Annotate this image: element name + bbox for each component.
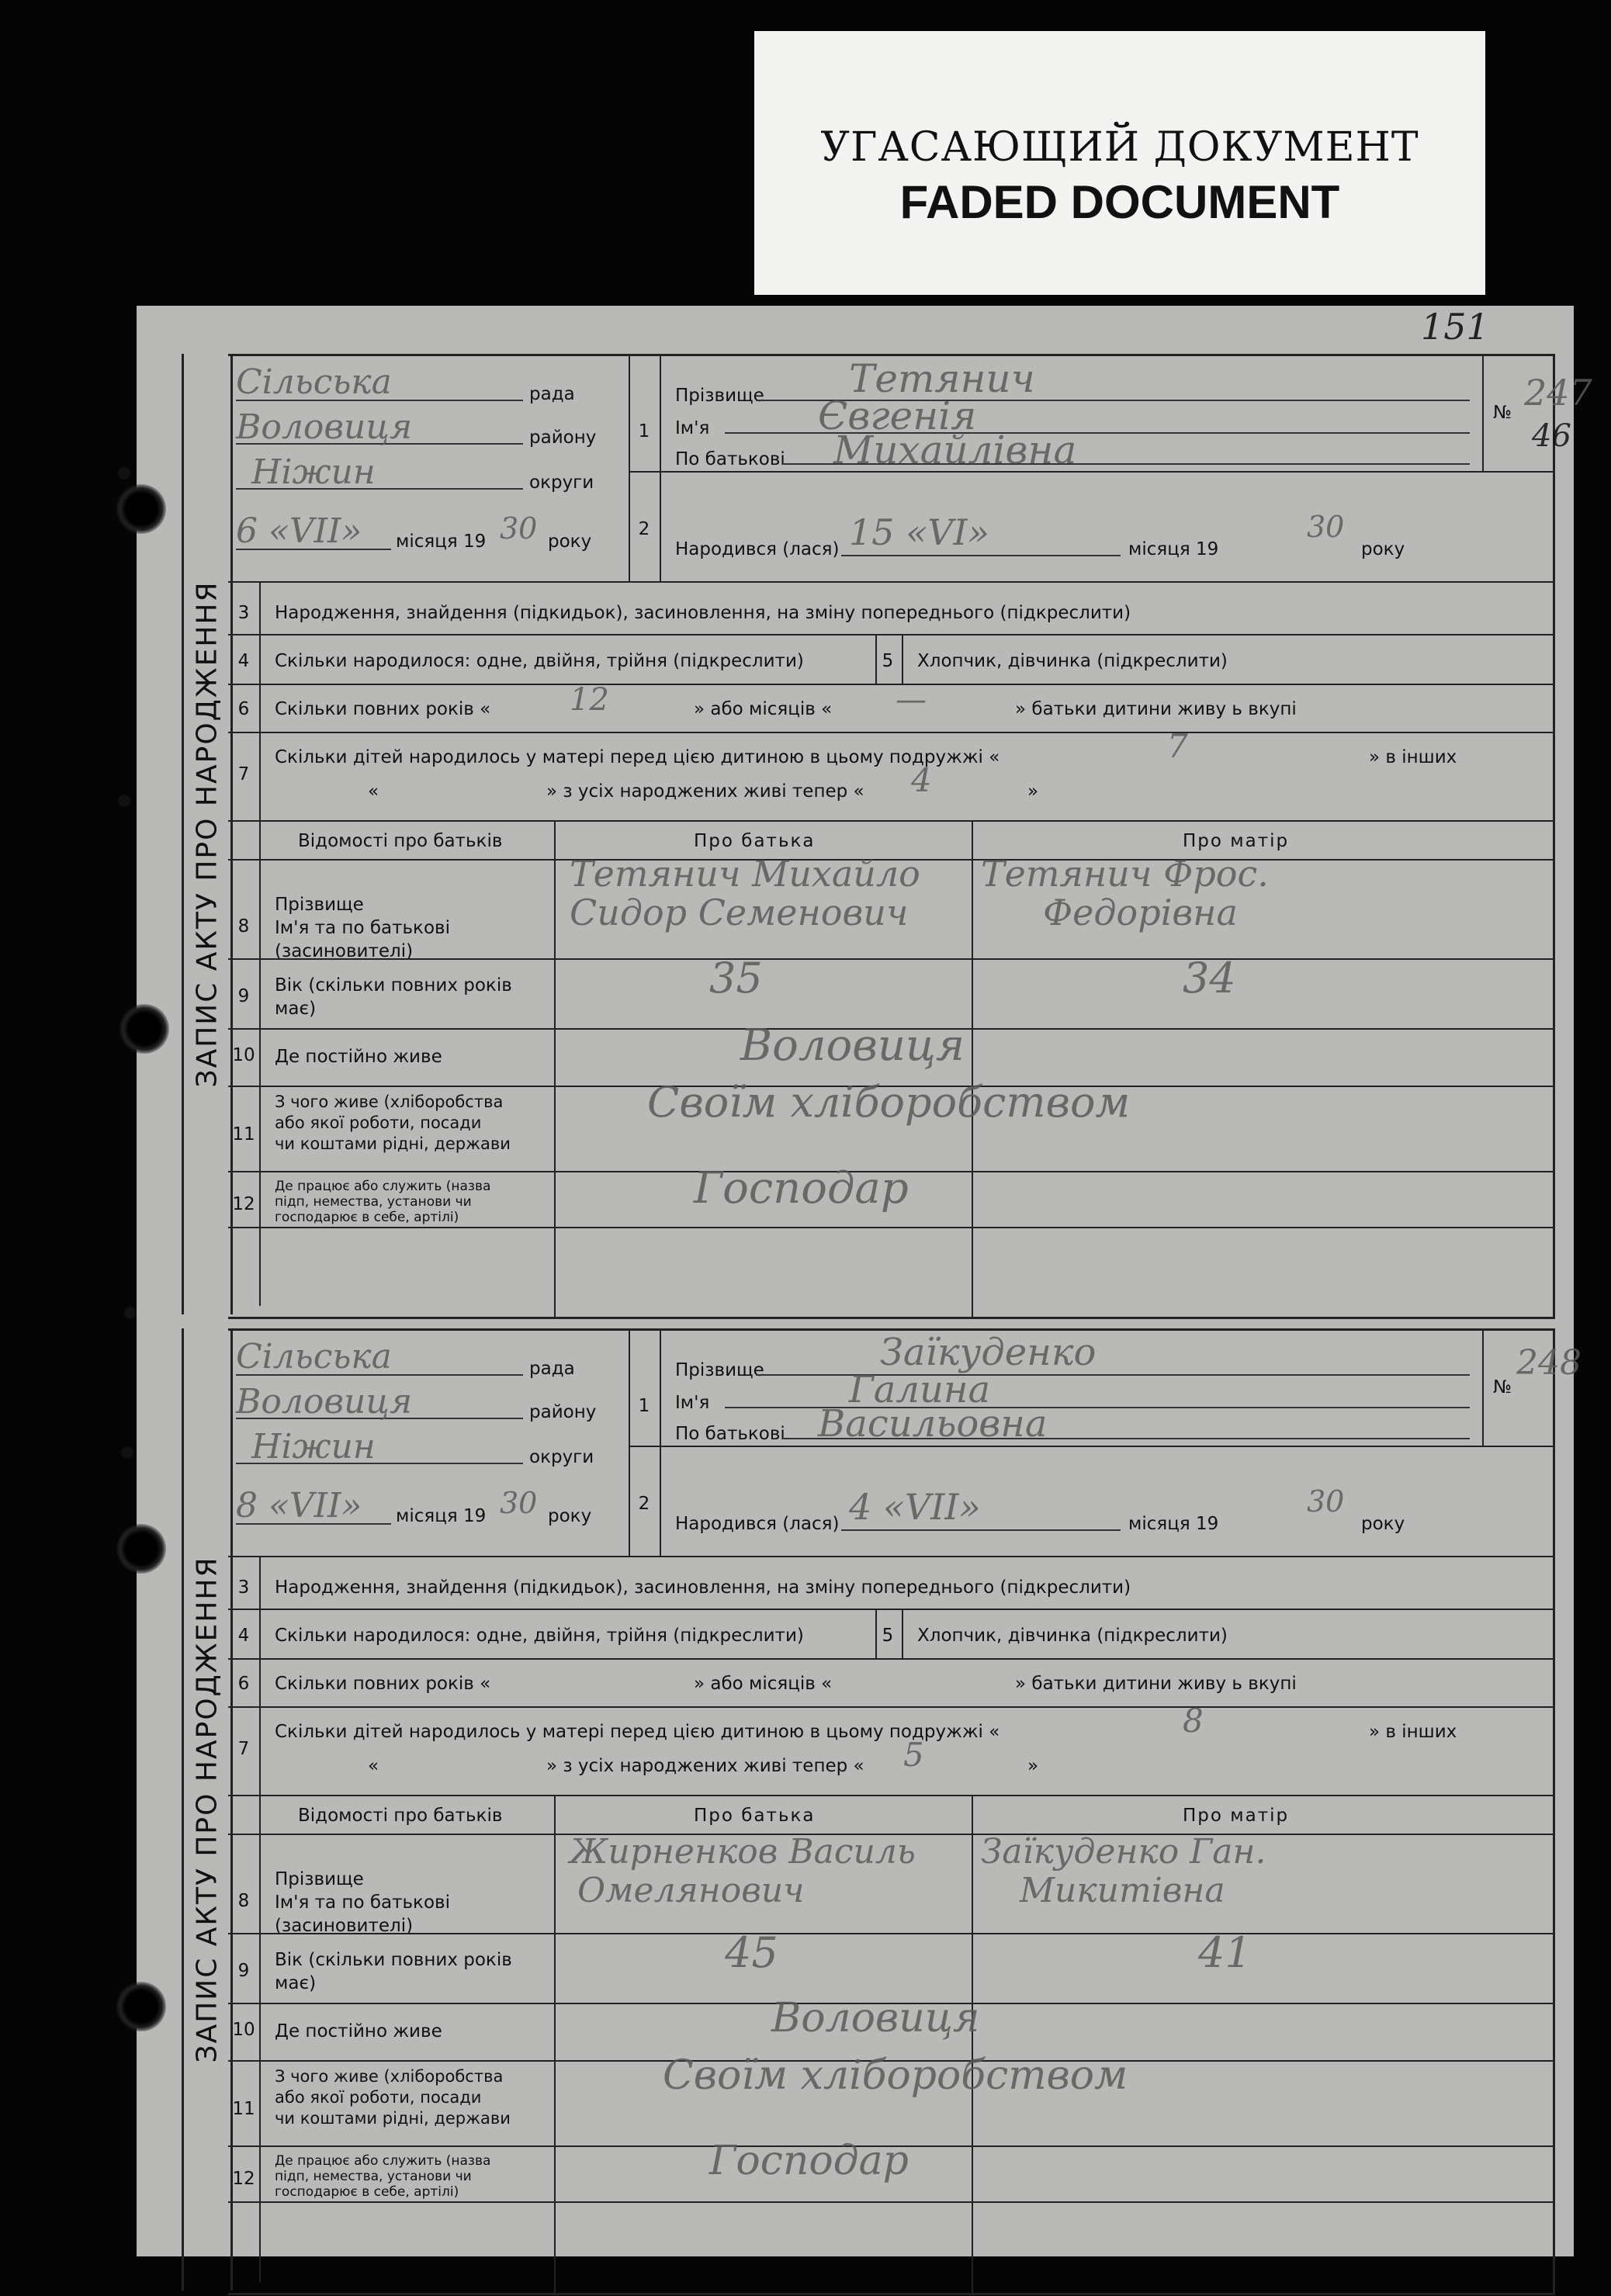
hw-name: Євгенія bbox=[818, 393, 977, 438]
hw-father-age: 45 bbox=[725, 1928, 778, 1977]
pin-hole bbox=[121, 1446, 133, 1459]
punch-hole bbox=[116, 484, 166, 534]
pin-hole bbox=[118, 795, 130, 807]
row7-d: » з усіх народжених живі тепер « bbox=[546, 1756, 864, 1776]
hw-year: 30 bbox=[500, 511, 538, 545]
mother-header: Про матір bbox=[1183, 1806, 1290, 1826]
row3-text: Народження, знайдення (підкидьок), засиновлення, на зміну попереднього (підкреслити) bbox=[275, 1577, 1131, 1598]
hw-date: 8 «VII» bbox=[236, 1486, 362, 1525]
hw-children-before: 7 bbox=[1167, 727, 1188, 765]
row7-e: » bbox=[1027, 1756, 1039, 1776]
okrug-label: округи bbox=[529, 1447, 594, 1467]
hw-born: 15 «VI» bbox=[849, 511, 989, 553]
father-header: Про батька bbox=[694, 1806, 816, 1826]
hw-months-together: — bbox=[896, 682, 927, 718]
patronymic-label: По батькові bbox=[675, 1424, 785, 1444]
name-label: Ім'я bbox=[675, 418, 710, 438]
row5-text: Хлопчик, дівчинка (підкреслити) bbox=[917, 651, 1228, 671]
row12-text: Де працює або служить (назва підп, немества, установи чи господарює в себе, артілі) bbox=[275, 1179, 491, 1225]
hw-children-before: 8 bbox=[1183, 1702, 1204, 1740]
page-number: 151 bbox=[1421, 306, 1489, 348]
row7-d: » з усіх народжених живі тепер « bbox=[546, 781, 864, 802]
hw-father-name: Жирненков Василь bbox=[570, 1832, 916, 1872]
hw-year: 30 bbox=[500, 1486, 538, 1520]
punch-hole bbox=[116, 1982, 166, 2031]
parents-header: Відомості про батьків bbox=[298, 1806, 503, 1826]
row12-text: Де працює або служить (назва підп, немества, установи чи господарює в себе, артілі) bbox=[275, 2153, 491, 2200]
punch-hole bbox=[116, 1524, 166, 1574]
row9-text: Вік (скільки повних років має) bbox=[275, 975, 512, 1019]
row7-e: » bbox=[1027, 781, 1039, 802]
hw-number: 248 bbox=[1516, 1343, 1582, 1383]
row10-text: Де постійно живе bbox=[275, 1047, 442, 1067]
hw-mother-name: Заїкуденко Ган. bbox=[981, 1832, 1266, 1872]
hw-mother-name: Тетянич Фрос. bbox=[981, 853, 1269, 895]
record-side-title: ЗАПИС АКТУ ПРО НАРОДЖЕННЯ bbox=[182, 1328, 233, 2291]
record-form: рада району округи місяця 19 року Сільська Воловиця Ніжин 6 «VII» 30 1 Прізвище Ім'я По батькові Тетянич Євгенія Михайлівна № 247 46 2 Народився (лася) місяця 19 року 15 «VI» 30 3 Народження, знайдення (підкидьок), засиновлення, на зміну попереднього (підкреслити) 4 Скільки народилося: одне, двійня, трійня (підкреслити) 5 Хлопчик, дівчинка (підкреслити) 6 Скільки повних років « » або місяців « » батьки дитини живу ь вкупі 12 — 7 Скільки дітей народилось у матері перед цією дитиною в цьому подружжі « » в інших « » з усіх народжених живі тепер « » 7 4 Відомості про батьків Про батька Про матір 8 Прізвище Ім'я та по батькові (засиновителі) Тетянич Михайло Сидор Семенович Тетянич Фрос. Федорівна 9 Вік (скільки повних років має) 35 34 10 Де постійно живе Воловиця 11 З чого живе (хліборобства або якої роботи, посади чи коштами рідні, держави Своїм хліборобством 12 Де працює або служить (назва підп, немества, установи чи господарює в себе, артілі) Господар bbox=[228, 354, 1555, 1319]
row4-text: Скільки народилося: одне, двійня, трійня (підкреслити) bbox=[275, 651, 804, 671]
surname-label: Прізвище bbox=[675, 1360, 764, 1380]
archive-label bbox=[754, 31, 1485, 295]
rada-label: рада bbox=[529, 384, 575, 404]
hw-number2: 46 bbox=[1532, 418, 1571, 454]
row10-text: Де постійно живе bbox=[275, 2021, 442, 2041]
rayon-label: району bbox=[529, 428, 597, 448]
hw-surname: Тетянич bbox=[849, 356, 1035, 401]
hw-occupation: Своїм хліборобством bbox=[647, 1078, 1131, 1127]
hw-father-name: Тетянич Михайло bbox=[570, 853, 920, 895]
hw-workplace: Господар bbox=[694, 1163, 909, 1214]
number-sign: № bbox=[1493, 1377, 1512, 1397]
hw-mother-name2: Федорівна bbox=[1043, 892, 1238, 933]
archive-label-en: FADED DOCUMENT bbox=[899, 176, 1340, 228]
hw-rayon: Воловиця bbox=[236, 407, 413, 447]
row11-text: З чого живе (хліборобства або якої роботи, посади чи коштами рідні, держави bbox=[275, 1093, 511, 1153]
hw-mother-name2: Микитівна bbox=[1020, 1871, 1225, 1910]
hw-mother-age: 41 bbox=[1198, 1928, 1252, 1977]
birth-record-2 bbox=[182, 1328, 1582, 2291]
hw-occupation: Своїм хліборобством bbox=[663, 2052, 1128, 2099]
row5-text: Хлопчик, дівчинка (підкреслити) bbox=[917, 1626, 1228, 1646]
hw-name: Галина bbox=[849, 1368, 991, 1411]
hw-father-name2: Омелянович bbox=[577, 1871, 805, 1910]
hw-patronymic: Васильовна bbox=[818, 1402, 1048, 1446]
row8-text: Прізвище Ім'я та по батькові (засиновителі) bbox=[275, 895, 450, 961]
year-label: року bbox=[548, 532, 592, 552]
hw-born-year: 30 bbox=[1307, 510, 1345, 544]
hw-father-age: 35 bbox=[709, 954, 763, 1003]
mother-header: Про матір bbox=[1183, 831, 1290, 851]
row6-a: Скільки повних років « bbox=[275, 699, 491, 719]
hw-patronymic: Михайлівна bbox=[833, 428, 1077, 473]
hw-born-year: 30 bbox=[1307, 1484, 1345, 1519]
row7-a: Скільки дітей народилось у матері перед цією дитиною в цьому подружжі « bbox=[275, 747, 1000, 767]
record-side-title: ЗАПИС АКТУ ПРО НАРОДЖЕННЯ bbox=[182, 354, 233, 1314]
hw-rada: Сільська bbox=[236, 1337, 392, 1377]
surname-label: Прізвище bbox=[675, 386, 764, 406]
row7-c: « bbox=[368, 781, 379, 802]
born-label: Народився (лася) bbox=[675, 1514, 840, 1534]
archive-label-ru: УГАСАЮЩИЙ ДОКУМЕНТ bbox=[820, 124, 1419, 171]
hw-children-alive: 5 bbox=[903, 1736, 924, 1774]
row7-a: Скільки дітей народилось у матері перед цією дитиною в цьому подружжі « bbox=[275, 1722, 1000, 1742]
punch-hole bbox=[120, 1004, 169, 1054]
hw-number: 247 bbox=[1524, 372, 1592, 414]
number-sign: № bbox=[1493, 403, 1512, 423]
hw-residence: Воловиця bbox=[771, 1995, 980, 2041]
hw-okrug: Ніжин bbox=[251, 452, 376, 492]
born-year-label: року bbox=[1361, 539, 1405, 559]
name-label: Ім'я bbox=[675, 1393, 710, 1413]
born-year-label: року bbox=[1361, 1514, 1405, 1534]
record-form: рада району округи місяця 19 року Сільська Воловиця Ніжин 8 «VII» 30 1 Прізвище Ім'я По батькові Заїкуденко Галина Васильовна № 248 2 Народився (лася) місяця 19 року 4 «VII» 30 3 Народження, знайдення (підкидьок), засиновлення, на зміну попереднього (підкреслити) 4 Скільки народилося: одне, двійня, трійня (підкреслити) 5 Хлопчик, дівчинка (підкреслити) 6 Скільки повних років « » або місяців « » батьки дитини живу ь вкупі 7 Скільки дітей народилось у матері перед цією дитиною в цьому подружжі « » в інших « » з усіх народжених живі тепер « » 8 5 Відомості про батьків Про батька Про матір 8 Прізвище Ім'я та по батькові (засиновителі) Жирненков Василь Омелянович Заїкуденко Ган. Микитівна 9 Вік (скільки повних років має) 45 41 10 Де постійно живе Воловиця 11 З чого живе (хліборобства або якої роботи, посади чи коштами рідні, держави Своїм хліборобством 12 Де працює або служить (назва підп, немества, установи чи господарює в себе, артілі) Господар bbox=[228, 1328, 1555, 2295]
hw-children-alive: 4 bbox=[911, 761, 932, 799]
row4-text: Скільки народилося: одне, двійня, трійня (підкреслити) bbox=[275, 1626, 804, 1646]
row8-text: Прізвище Ім'я та по батькові (засиновителі) bbox=[275, 1869, 450, 1936]
hw-okrug: Ніжин bbox=[251, 1427, 376, 1467]
row3-text: Народження, знайдення (підкидьок), засиновлення, на зміну попереднього (підкреслити) bbox=[275, 603, 1131, 623]
hw-rada: Сільська bbox=[236, 362, 392, 402]
born-label: Народився (лася) bbox=[675, 539, 840, 559]
birth-record-1 bbox=[182, 354, 1592, 1314]
document-page bbox=[137, 306, 1592, 2256]
month-label: місяця 19 bbox=[396, 1506, 487, 1526]
rada-label: рада bbox=[529, 1359, 575, 1379]
hw-rayon: Воловиця bbox=[236, 1382, 413, 1422]
row6-b: » або місяців « bbox=[694, 699, 833, 719]
hw-mother-age: 34 bbox=[1183, 954, 1236, 1003]
pin-hole bbox=[118, 467, 130, 480]
hw-father-name2: Сидор Семенович bbox=[570, 892, 909, 933]
row7-b: » в інших bbox=[1369, 1722, 1457, 1742]
row6-c: » батьки дитини живу ь вкупі bbox=[1015, 699, 1297, 719]
year-label: року bbox=[548, 1506, 592, 1526]
born-month-label: місяця 19 bbox=[1128, 1514, 1219, 1534]
hw-born: 4 «VII» bbox=[849, 1486, 981, 1528]
born-month-label: місяця 19 bbox=[1128, 539, 1219, 559]
patronymic-label: По батькові bbox=[675, 449, 785, 469]
row7-b: » в інших bbox=[1369, 747, 1457, 767]
row11-text: З чого живе (хліборобства або якої роботи, посади чи коштами рідні, держави bbox=[275, 2067, 511, 2128]
parents-header: Відомості про батьків bbox=[298, 831, 503, 851]
father-header: Про батька bbox=[694, 831, 816, 851]
row7-c: « bbox=[368, 1756, 379, 1776]
okrug-label: округи bbox=[529, 473, 594, 493]
hw-years-together: 12 bbox=[570, 682, 609, 718]
pin-hole bbox=[124, 1307, 137, 1319]
rayon-label: району bbox=[529, 1402, 597, 1422]
hw-date: 6 «VII» bbox=[236, 511, 362, 551]
month-label: місяця 19 bbox=[396, 532, 487, 552]
row6-b: » або місяців « bbox=[694, 1674, 833, 1694]
row6-a: Скільки повних років « bbox=[275, 1674, 491, 1694]
row9-text: Вік (скільки повних років має) bbox=[275, 1950, 512, 1993]
hw-residence: Воловиця bbox=[740, 1020, 965, 1071]
hw-workplace: Господар bbox=[709, 2138, 909, 2184]
hw-surname: Заїкуденко bbox=[880, 1331, 1097, 1374]
row6-c: » батьки дитини живу ь вкупі bbox=[1015, 1674, 1297, 1694]
